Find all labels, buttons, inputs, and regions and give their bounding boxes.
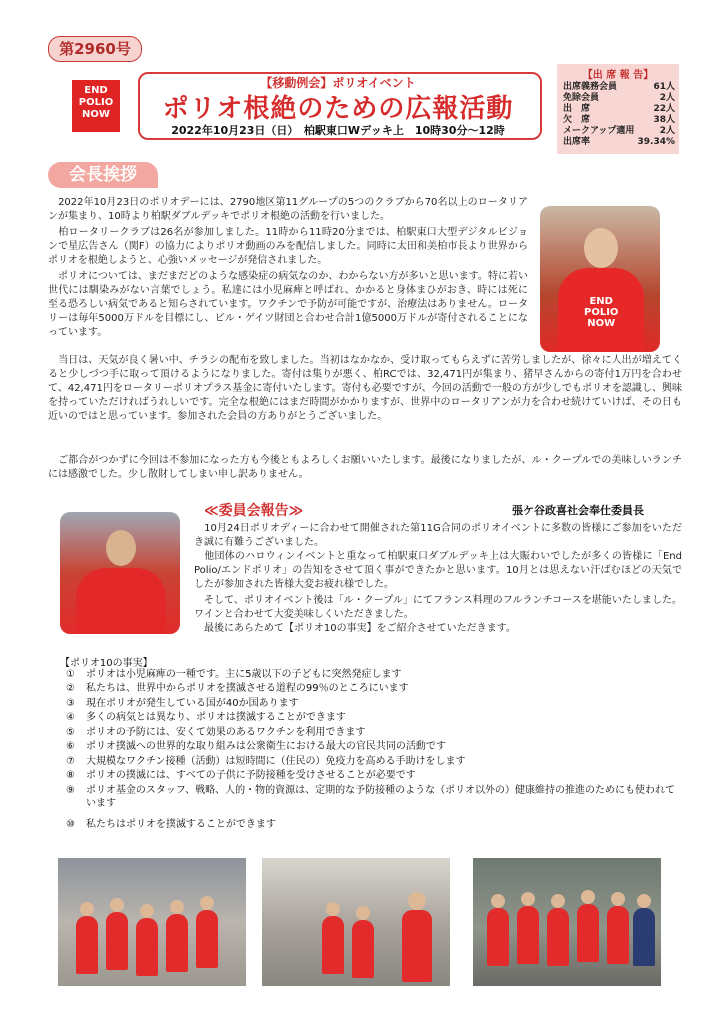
event-photo-1 (58, 858, 246, 986)
fact-item: ⑥ ポリオ撲滅への世界的な取り組みは公衆衛生における最大の官民共同の活動です (66, 741, 446, 752)
event-photo-3 (473, 858, 661, 986)
fact-item: ⑧ ポリオの撲滅には、すべての子供に予防接種を受けさせることが必要です (66, 770, 416, 781)
fact-item: ② 私たちは、世界中からポリオを撲滅させる道程の99％のところにいます (66, 683, 409, 694)
fact-item: ④ 多くの病気とは異なり、ポリオは撲滅することができます (66, 712, 346, 723)
fact-item: ③ 現在ポリオが発生している国が40か国あります (66, 698, 299, 709)
president-paragraph: 2022年10月23日のポリオデーには、2790地区第11グループの5つのクラブから70名以上のロータリアンが集まり、10時より柏駅ダブルデッキでポリオ根絶の活動を行いました。 (48, 197, 528, 222)
fact-item: ① ポリオは小児麻痺の一種です。主に5歳以下の子どもに突然発症します (66, 669, 402, 680)
fact-item: ⑨ ポリオ基金のスタッフ、戦略、人的・物的資源は、定期的な予防接種のような（ポリオ以外の）健康維持の推進のためにも使われています (66, 785, 675, 809)
committee-paragraph: 10月24日ポリオディーに合わせて開催された第11G合同のポリオイベントに多数の皆様にご参加をいただき誠に有難うございました。 (194, 523, 682, 548)
issue-number-badge: 第2960号 (48, 36, 142, 62)
committee-chair-photo (60, 512, 180, 634)
fact-item: ⑤ ポリオの予防には、安くて効果のあるワクチンを利用できます (66, 727, 366, 738)
attendance-row: 免除会員 2人 (563, 93, 675, 103)
attendance-row: 出席義務会員 61人 (563, 82, 675, 92)
president-paragraph: ポリオについては、まだまだどのような感染症の病気なのか、わからない方が多いと思います。特に若い世代には馴染みがない言葉でしょう。私達には小児麻痺と呼ばれ、かかると身体まひがおき、時には死に至る恐ろしい病気であると知らされています。ワクチンで予防が可能ですが、治療法はありません。ロータリーは毎年5000万ドルを目標にし、ビル・ゲイツ財団と合わせ合計1億5000万ドルが寄付されることになっています。 (48, 271, 528, 338)
attendance-row: 出 席 22人 (563, 104, 675, 114)
attendance-row: メークアップ適用 2人 (563, 126, 675, 136)
end-polio-now-logo: END POLIO NOW (72, 80, 120, 132)
president-paragraph: ご都合がつかずに今回は不参加になった方も今後ともよろしくお願いいたします。最後になりましたが、ル・クープルでの美味しいランチには感激でした。少し散財してしまい申し訳ありません。 (48, 455, 682, 480)
event-photo-2 (262, 858, 450, 986)
committee-chair-name: 張ケ谷政喜社会奉仕委員長 (512, 504, 644, 517)
committee-paragraph: 他団体のハロウィンイベントと重なって柏駅東口ダブルデッキ上は大賑わいでしたが多くの皆様に「End Polio/エンドポリオ」の告知をさせて頂く事ができたかと思います。10月とは思えない汗ばむほどの天気でしたが参加された皆様大変お疲れ様でした。 (194, 551, 682, 590)
president-paragraph: 柏ロータリークラブは26名が参加しました。11時から11時20分までは、柏駅東口大型デジタルビジョンで星広告さん（関F）の協力によりポリオ動画のみを配信しました。同時に太田和美柏市長より世界からポリオを根絶しようと、心強いメッセージが発信されました。 (48, 227, 528, 266)
president-paragraph: 当日は、天気が良く暑い中、チラシの配布を致しました。当初はなかなか、受け取ってもらえずに苦労しましたが、徐々に人出が増えてくると少しづつ手に取って頂けるようになりました。寄付は集りが悪く、柏RCでは、32,471円が集まり、猪早さんからの寄付1万円を合わせて、42,471円をロータリーポリオプラス基金に寄付いたします。寄付も必要ですが、今回の活動で一般の方が少しでもポリオを認識し、興味を持っていただければうれしいです。完全な根絶にはまだ時間がかかりますが、世界中のロータリアンが力を合わせ続けていけば、その日も近いのではと思っています。参加された会員の方ありがとうございました。 (48, 355, 682, 422)
committee-paragraph: そして、ポリオイベント後は「ル・クープル」にてフランス料理のフルランチコースを堪能いたしました。ワインと合わせて大変美味しくいただきました。 (194, 595, 682, 620)
attendance-row: 欠 席 38人 (563, 115, 675, 125)
committee-paragraph: 最後にあらためて【ポリオ10の事実】をご紹介させていただきます。 (194, 623, 516, 634)
attendance-row: 出席率 39.34% (563, 137, 675, 147)
attendance-report-title: 【出 席 報 告】 (582, 70, 654, 81)
president-section-tab: 会長挨拶 (48, 162, 158, 188)
fact-item: ⑩ 私たちはポリオを撲滅することができます (66, 819, 276, 830)
president-photo: END POLIO NOW (540, 206, 660, 352)
facts-heading: 【ポリオ10の事実】 (60, 658, 153, 669)
committee-report-heading: ≪委員会報告≫ (204, 503, 304, 519)
page-title: ポリオ根絶のための広報活動 (162, 94, 514, 124)
event-date-location: 2022年10月23日（日） 柏駅東口Wデッキ上 10時30分～12時 (171, 124, 505, 137)
header-subtitle: 【移動例会】ポリオイベント (260, 76, 416, 90)
fact-item: ⑦ 大規模なワクチン接種（活動）は短時間に（住民の）免疫力を高める手助けをします (66, 756, 466, 767)
